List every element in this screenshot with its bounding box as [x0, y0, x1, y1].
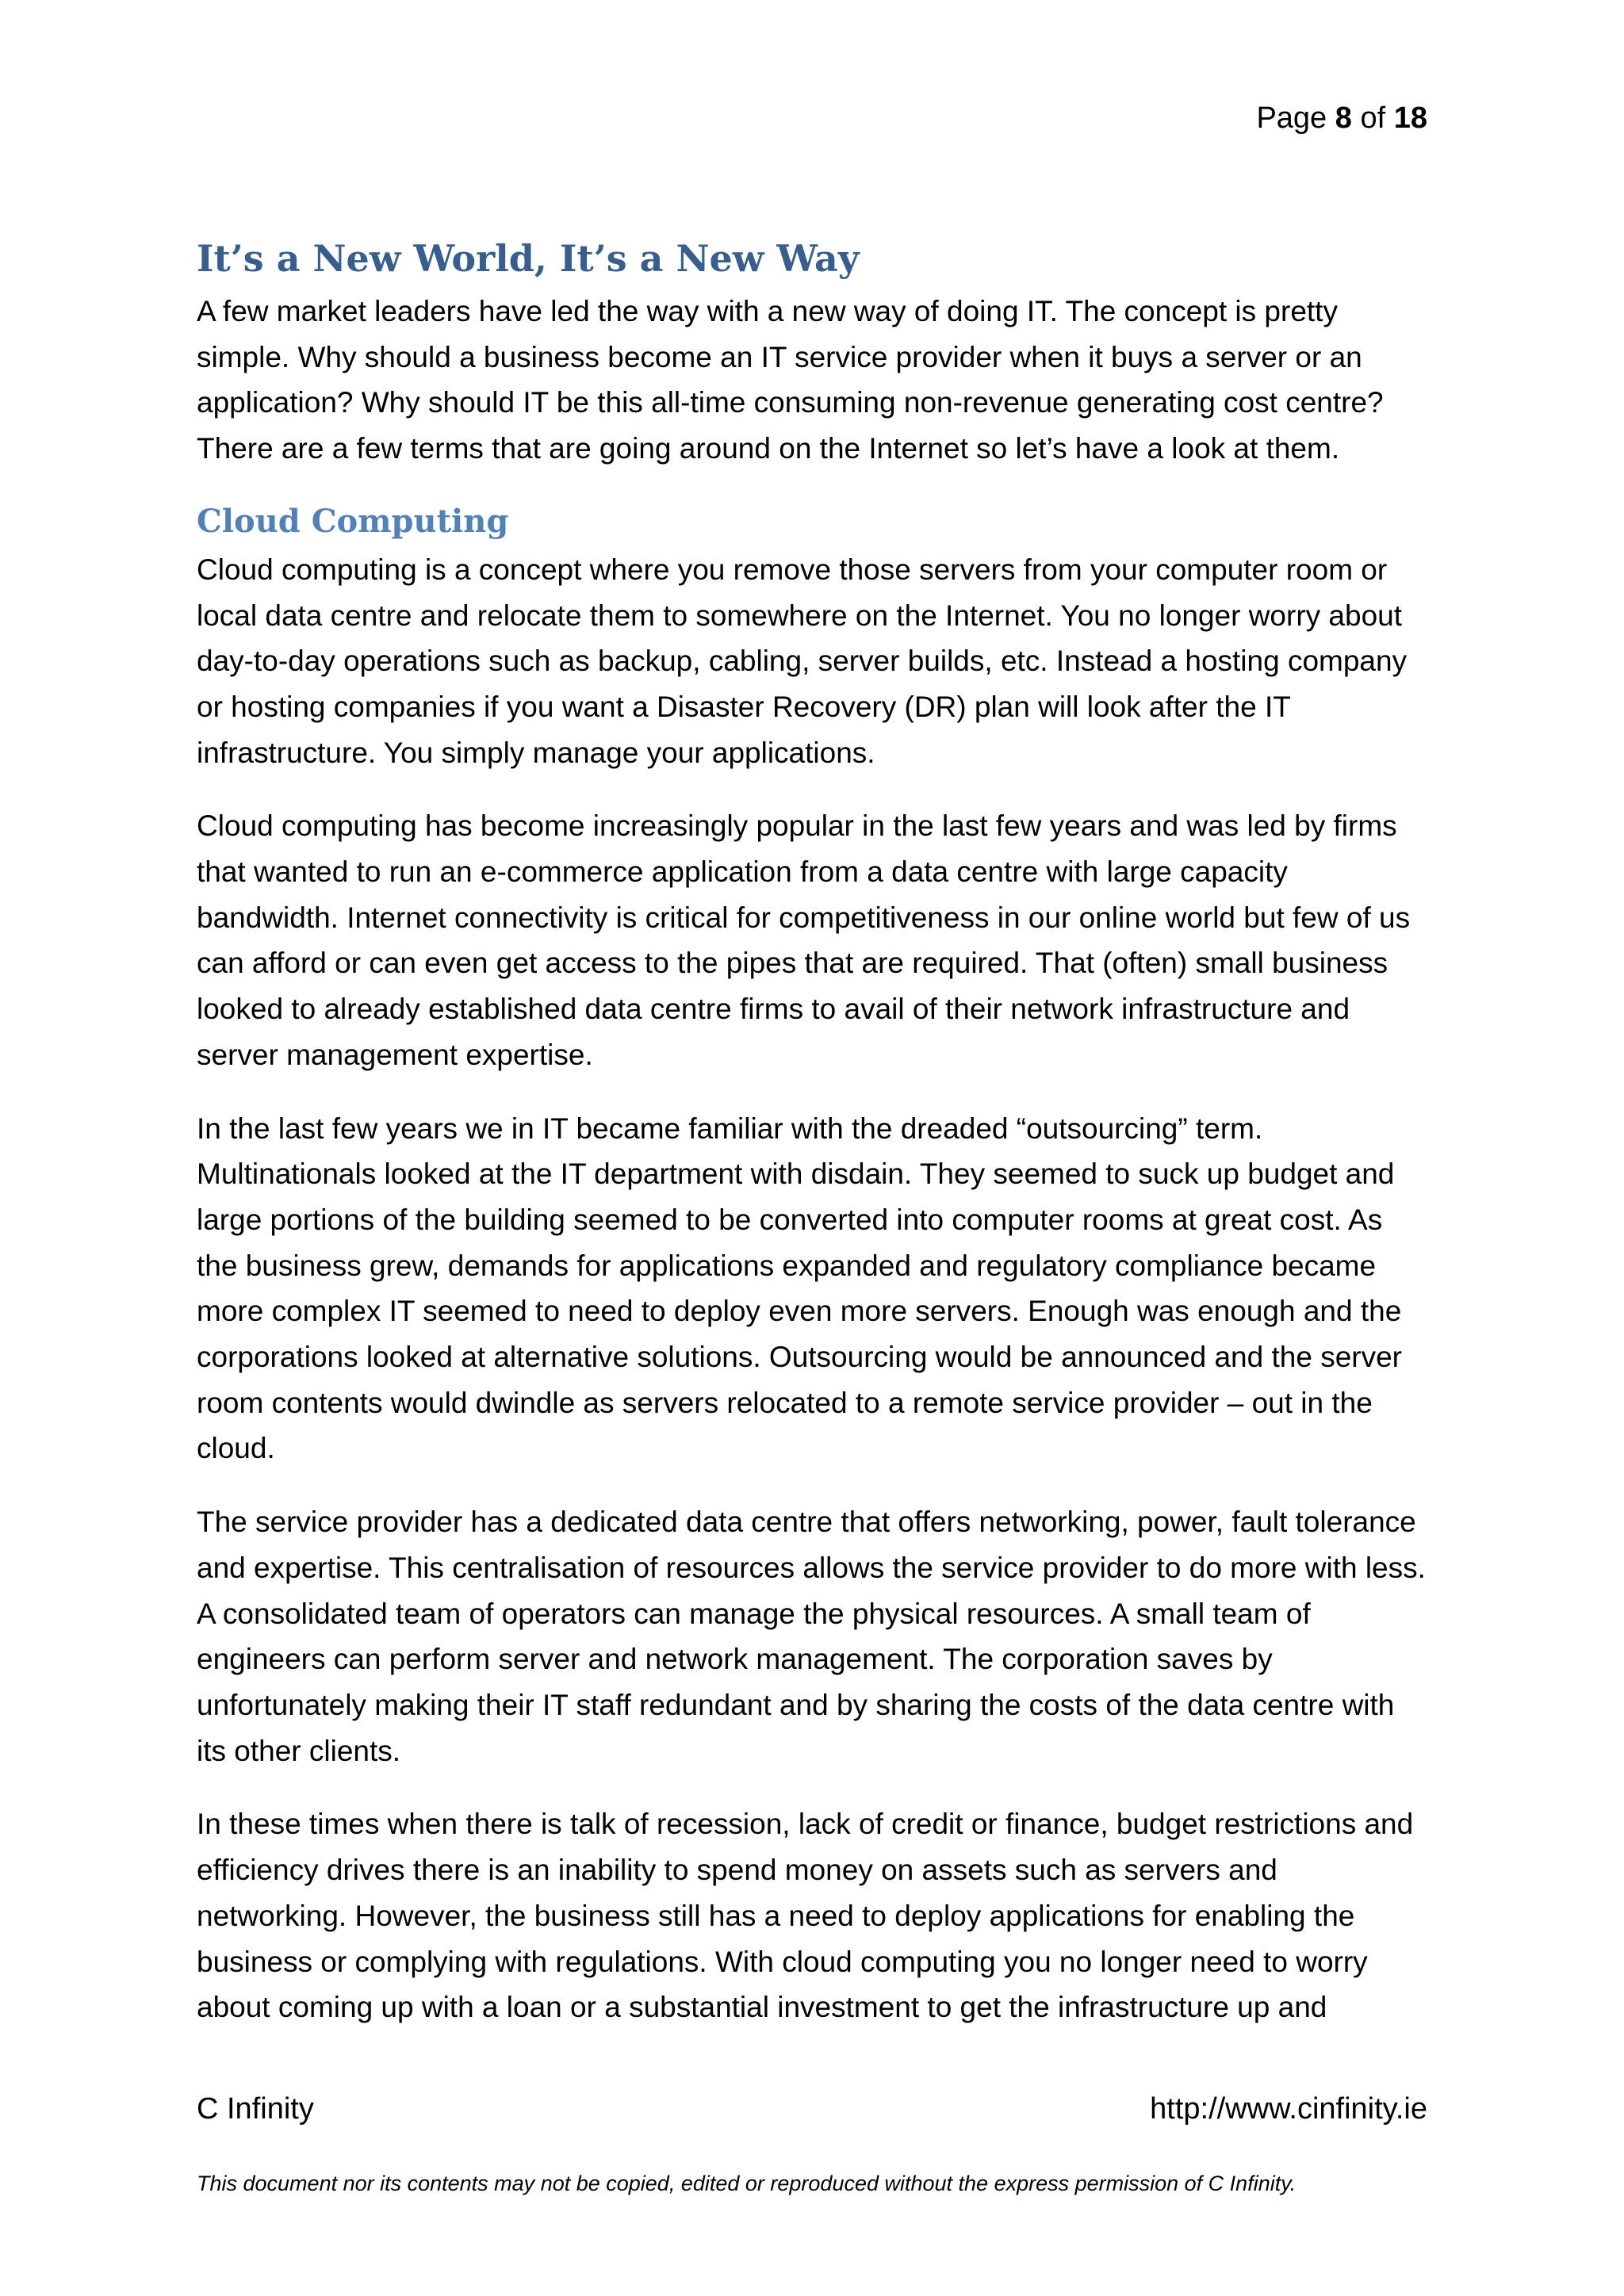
paragraph: In these times when there is talk of recession, lack of credit or finance, budget restrictions and efficiency drives there is an inability to spend money on assets such as servers and networking. However, the business still has a need to deploy applications for enabling the business or complying with regulations. With cloud computing you no longer need to worry about coming up with a loan or a substantial investment to get the infrastructure up and: [197, 1808, 1414, 2024]
paragraph: Cloud computing is a concept where you remove those servers from your computer room or local data centre and relocate them to somewhere on the Internet. You no longer worry about day-to-day operations such as backup, cabling, server builds, etc. Instead a hosting company or hosting companies if you want a Disaster Recovery (DR) plan will look after the IT infrastructure. You simply manage your applications.: [197, 553, 1408, 769]
subsection-heading: Cloud Computing: [197, 502, 509, 540]
footer-url[interactable]: http://www.cinfinity.ie: [1150, 2092, 1427, 2126]
page-prefix: Page: [1256, 101, 1327, 135]
page-of: of: [1360, 101, 1386, 135]
document-body: [197, 233, 1427, 2058]
page-number: [1256, 99, 1427, 137]
page-current: 8: [1335, 101, 1352, 135]
intro-paragraph: A few market leaders have led the way with a new way of doing IT. The concept is pretty simple. Why should a business become an IT service provider when it buys a server or an application? Why should IT be this all-time consuming non-revenue generating cost centre? There are a few terms that are going around on the Internet so let’s have a look at them.: [197, 295, 1384, 465]
paragraph: Cloud computing has become increasingly popular in the last few years and was led by firms that wanted to run an e-commerce application from a data centre with large capacity bandwidth. Internet connectivity is critical for competitiveness in our online world but few of us can afford or can even get access to the pipes that are required. That (often) small business looked to already established data centre firms to avail of their network infrastructure and server management expertise.: [197, 809, 1411, 1071]
footer-disclaimer: This document nor its contents may not be copied, edited or reproduced without the express permission of C Infinity.: [197, 2172, 1297, 2195]
section-heading: It’s a New World, It’s a New Way: [197, 237, 860, 280]
page-total: 18: [1393, 101, 1427, 135]
paragraph: The service provider has a dedicated data centre that offers networking, power, fault tolerance and expertise. This centralisation of resources allows the service provider to do more with less. A consolidated team of operators can manage the physical resources. A small team of engineers can perform server and network management. The corporation saves by unfortunately making their IT staff redundant and by sharing the costs of the data centre with its other clients.: [197, 1506, 1426, 1767]
paragraph: In the last few years we in IT became familiar with the dreaded “outsourcing” term. Multinationals looked at the IT department with disdain. They seemed to suck up budget and large portions of the building seemed to be converted into computer rooms at great cost. As the business grew, demands for applications expanded and regulatory compliance became more complex IT seemed to need to deploy even more servers. Enough was enough and the corporations looked at alternative solutions. Outsourcing would be announced and the server room contents would dwindle as servers relocated to a remote service provider – out in the cloud.: [197, 1112, 1402, 1465]
footer-company: C Infinity: [197, 2092, 314, 2126]
